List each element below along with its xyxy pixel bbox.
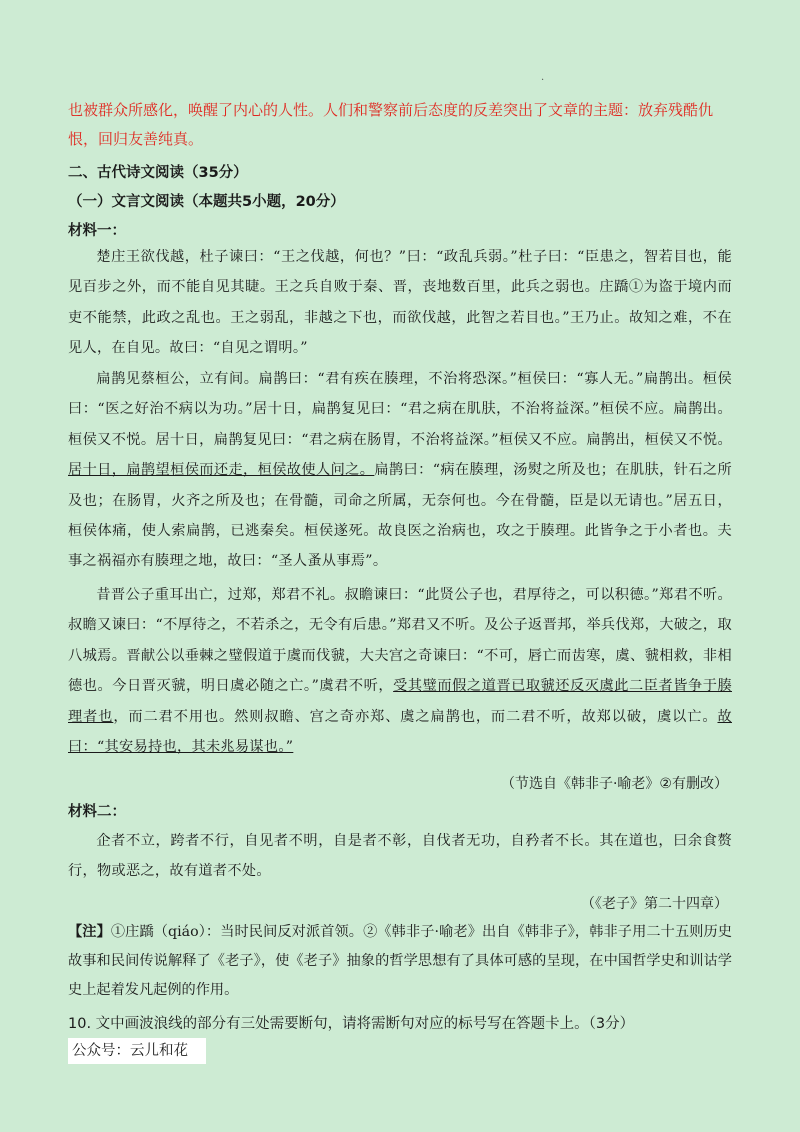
material1-paragraph-3	[68, 580, 732, 762]
wavy-underlined-passage: 受其璧而假之道晋已取虢还反灭虞此二臣者皆争于腠理者也	[68, 678, 732, 725]
paragraph-text: 扁鹊见蔡桓公，立有间。扁鹊曰：“君有疾在腠理，不治将恐深。”桓侯曰：“寡人无。”扁鹊出。桓侯曰：“医之好治不病以为功。”居十日，扁鹊复见曰：“君之病在肌肤，不治将益深。”桓侯不应。扁鹊出。桓侯又不悦。居十日，扁鹊复见曰：“君之病在肠胃，不治将益深。”桓侯又不应。扁鹊出，桓侯又不悦。	[68, 371, 732, 448]
footnote	[68, 918, 732, 1005]
note-text: ①庄蹻（qiáo）：当时民间反对派首领。②《韩非子·喻老》出自《韩非子》，韩非子用二十五则历史故事和民间传说解释了《老子》，使《老子》抽象的哲学思想有了具体可感的呈现，在中国哲学史和训诂学史上起着发凡起例的作用。	[68, 924, 732, 998]
source-citation-1: （节选自《韩非子·喻老》②有删改）	[500, 776, 728, 792]
watermark-label: 公众号：云儿和花	[68, 1038, 206, 1064]
underlined-sentence: 故曰：“其安易持也，其未兆易谋也。”	[68, 708, 732, 756]
subsection-title: （一）文言文阅读（本题共5小题，20分）	[68, 194, 345, 210]
material1-label: 材料一：	[68, 223, 126, 239]
answer-text: 也被群众所感化，唤醒了内心的人性。人们和警察前后态度的反差突出了文章的主题：放弃残酷仇恨，回归友善纯真。	[68, 101, 714, 148]
paragraph-text: 昔晋公子重耳出亡，过郑，郑君不礼。叔瞻谏曰：“此贤公子也，君厚待之，可以积德。”郑君不听。叔瞻又谏曰：“不厚待之，不若杀之，无令有后患。”郑君又不听。及公子返晋邦，举兵伐郑，大破之，取八城焉。晋献公以垂棘之璧假道于虞而伐虢，大夫宫之奇谏曰：“不可，唇亡而齿寒，虞、虢相救，非相德也。今日晋灭虢，明日虞必随之亡。”虞君不听，	[68, 587, 732, 695]
material1-paragraph-2	[68, 364, 732, 577]
stray-dot: .	[541, 72, 545, 83]
note-label: 【注】	[68, 924, 111, 940]
underlined-sentence: 居十日，扁鹊望桓侯而还走，桓侯故使人问之。	[68, 462, 375, 479]
material2-paragraph: 企者不立，跨者不行，自见者不明，自是者不彰，自伐者无功，自矜者不长。其在道也，曰余食赘行，物或恶之，故有道者不处。	[68, 833, 732, 880]
source-citation-2: （《老子》第二十四章）	[581, 896, 728, 912]
paragraph-text: ，而二君不用也。然则叔瞻、宫之奇亦郑、虞之扁鹊也，而二君不听，故郑以破，虞以亡。	[113, 708, 718, 725]
question-10: 10. 文中画波浪线的部分有三处需要断句，请将需断句对应的标号写在答题卡上。（3分）	[68, 1016, 635, 1032]
material2-label: 材料二：	[68, 804, 126, 820]
section-title: 二、古代诗文阅读（35分）	[68, 165, 248, 181]
material1-paragraph-1: 楚庄王欲伐越，杜子谏曰：“王之伐越，何也？”曰：“政乱兵弱。”杜子曰：“臣患之，智若目也，能见百步之外，而不能自见其睫。王之兵自败于秦、晋，丧地数百里，此兵之弱也。庄蹻①为盗于境内而吏不能禁，此政之乱也。王之弱乱，非越之下也，而欲伐越，此智之若目也。”王乃止。故知之难，不在见人，在自见。故曰：“自见之谓明。”	[68, 249, 732, 357]
paragraph-text: 扁鹊曰：“病在腠理，汤熨之所及也；在肌肤，针石之所及也；在肠胃，火齐之所及也；在骨髓，司命之所属，无奈何也。今在骨髓，臣是以无请也。”居五日，桓侯体痛，使人索扁鹊，已逃秦矣。桓侯遂死。故良医之治病也，攻之于腠理。此皆争之于小者也。夫事之祸福亦有腠理之地，故曰：“圣人蚤从事焉”。	[68, 462, 732, 570]
